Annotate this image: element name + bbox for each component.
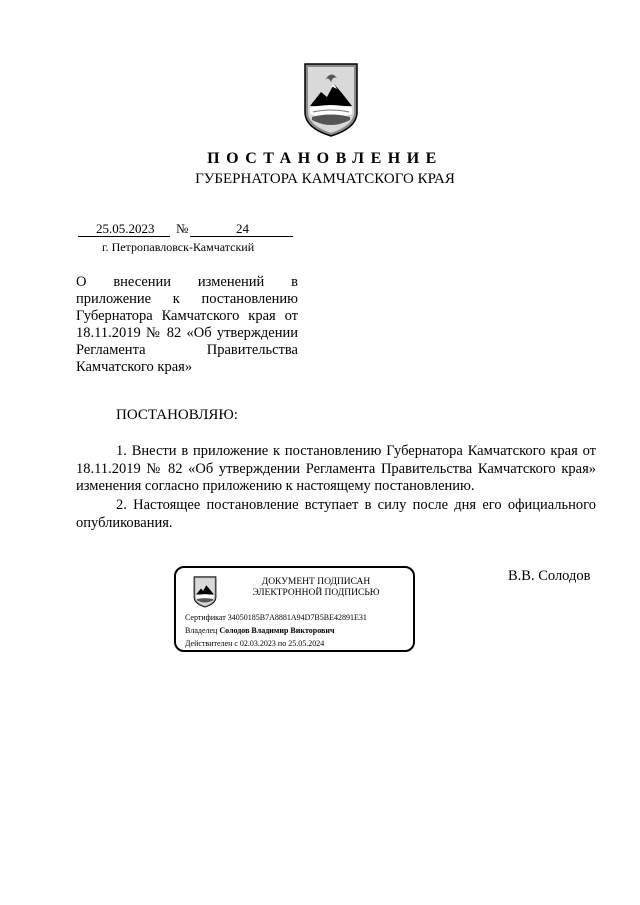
signer-name: В.В. Солодов (508, 568, 591, 584)
date-underline (78, 236, 170, 237)
number-underline (190, 236, 293, 237)
document-date: 25.05.2023 (96, 221, 155, 236)
certificate-row (185, 613, 367, 622)
owner-row (185, 626, 334, 635)
number-sign: № (176, 221, 189, 236)
coat-of-arms-icon (303, 62, 359, 138)
document-number: 24 (236, 221, 249, 236)
certificate-label: Сертификат (185, 613, 226, 622)
owner-label: Владелец (185, 626, 218, 635)
city-name: г. Петропавловск-Камчатский (102, 240, 255, 254)
decree-item-2 (76, 497, 596, 532)
stamp-header-line-2: ЭЛЕКТРОННОЙ ПОДПИСЬЮ (252, 588, 380, 598)
valid-from-label: Действителен с (185, 639, 238, 648)
stamp-header (232, 577, 400, 599)
subject-text: О внесении изменений в приложение к постановлению Губернатора Камчатского края от 18.11.2019 № 82 «Об утверждении Регламента Правительства (76, 274, 298, 358)
valid-to-date: 25.05.2024 (288, 639, 325, 648)
decree-item-2-text: 2. Настоящее постановление вступает в силу после дня его официального опубликования. (76, 497, 596, 531)
document-subtitle: ГУБЕРНАТОРА КАМЧАТСКОГО КРАЯ (195, 171, 455, 187)
decree-item-1-text: 1. Внести в приложение к постановлению Губернатора Камчатского края от 18.11.2019 № 82 «Об утверждении Регламента Правительства Камчатского края» изменения согласно приложению к настоящему постановлению. (76, 443, 596, 494)
valid-from-date: 02.03.2023 (239, 639, 276, 648)
stamp-header-line-1: ДОКУМЕНТ ПОДПИСАН (261, 577, 371, 587)
valid-to-label: по (277, 639, 287, 648)
certificate-value: 34050185B7A8881A94D7B5BE42891E31 (227, 613, 367, 622)
date-number-line (78, 221, 293, 237)
owner-value: Солодов Владимир Викторович (219, 626, 335, 635)
document-title: ПОСТАНОВЛЕНИЕ (207, 150, 443, 167)
document-subject (76, 274, 298, 376)
subject-text-end: Камчатского края» (76, 359, 193, 375)
decree-heading: ПОСТАНОВЛЯЮ: (116, 407, 238, 423)
stamp-emblem-icon (193, 576, 217, 608)
validity-row (185, 639, 324, 648)
electronic-signature-stamp (174, 566, 415, 652)
decree-item-1 (76, 443, 596, 496)
